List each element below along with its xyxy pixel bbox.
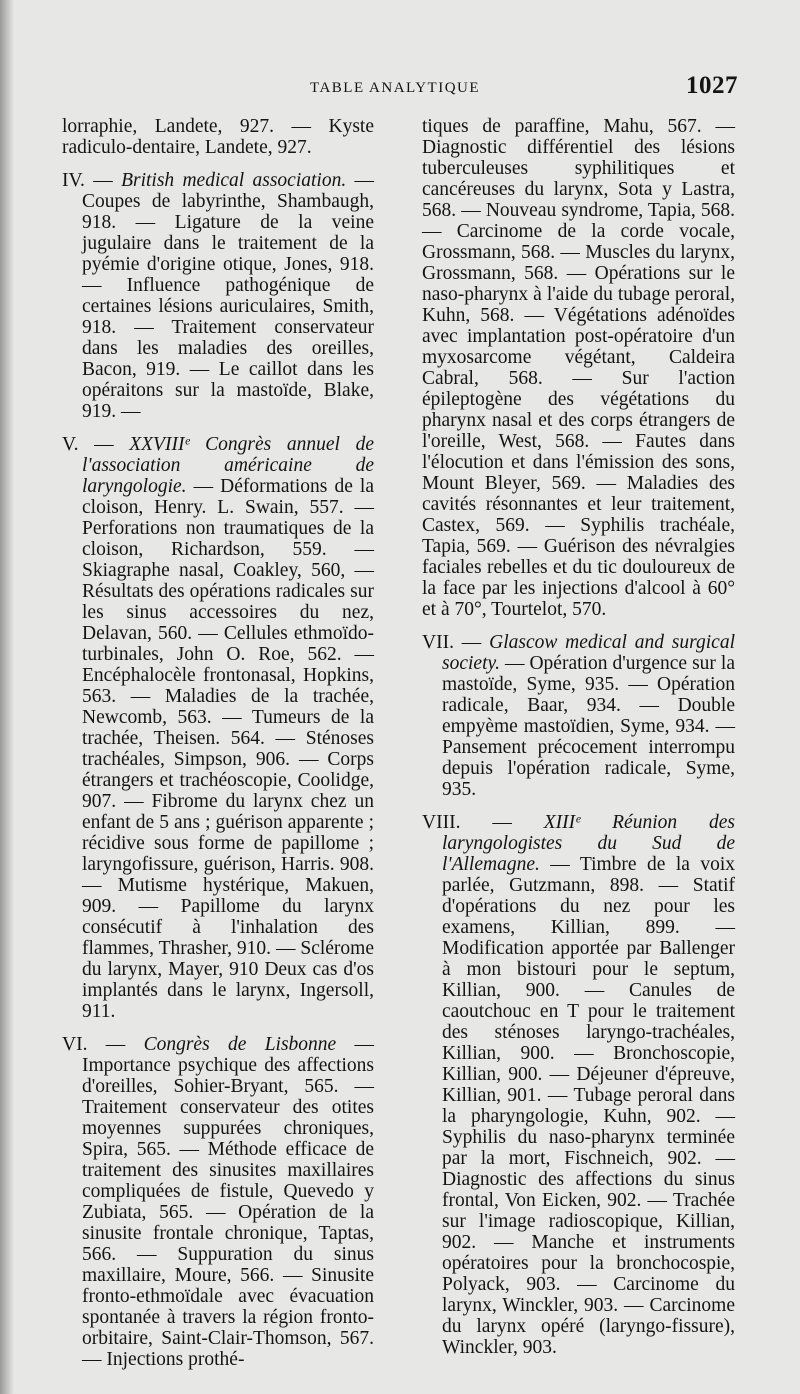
left-column bbox=[62, 116, 374, 1382]
entry-number: VI. — bbox=[62, 1034, 126, 1055]
page-gutter-shadow bbox=[0, 0, 14, 1394]
running-head: TABLE ANALYTIQUE bbox=[310, 80, 481, 96]
entry-iv bbox=[62, 170, 374, 422]
entry-text: tiques de paraffine, Mahu, 567. — Diagnostic différentiel des lésions tuberculeuses syphilitiques et cancéreuses du larynx, Sota y Lastra, 568. — Nouveau syndrome, Tapia, 568. — Carcinome de la corde vocale, Grossmann, 568. — Muscles du larynx, Grossmann, 568. — Opérations sur le naso-pharynx à l'aide du tubage peroral, Kuhn, 568. — Végétations adénoïdes avec implantation post-opératoire d'un myxosarcome végétant, Caldeira Cabral, 568. — Sur l'action épileptogène des végétations du pharynx nasal et des corps étrangers de l'oreille, West, 568. — Fautes dans l'élocution et dans l'émission des sons, Mount Bleyer, 569. — Maladies des cavités résonnantes et leur traitement, Castex, 569. — Syphilis trachéale, Tapia, 569. — Guérison des névralgies faciales rebelles et du tic douloureux de la face par les injections d'alcool à 60° et à 70°, Tourtelot, 570. bbox=[422, 116, 735, 620]
entry-vi bbox=[62, 1034, 374, 1370]
entry-title: Glascow medical and surgical society. bbox=[442, 632, 736, 674]
entry-number: VII. — bbox=[422, 632, 482, 653]
entry-continued bbox=[62, 116, 374, 158]
entry-number: IV. — bbox=[62, 170, 113, 191]
entry-title: XIIIᵉ Réunion des laryngologistes du Sud de l'Allemagne. bbox=[442, 812, 735, 875]
page-header bbox=[60, 72, 738, 106]
entry-text: — Importance psychique des affections d'oreilles, Sohier-Bryant, 565. — Traitement conservateur des otites moyennes suppurées chroniques, Spira, 565. — Méthode efficace de traitement des sinusites maxillaires compliquées de fistule, Quevedo y Zubiata, 565. — Opération de la sinusite frontale chronique, Taptas, 566. — Suppuration du sinus maxillaire, Moure, 566. — Sinusite fronto-ethmoïdale avec évacuation spontanée à travers la région fronto-orbitaire, Saint-Clair-Thomson, 567. — Injections prothé- bbox=[82, 1034, 375, 1370]
entry-title: British medical association. bbox=[121, 170, 347, 191]
entry-number: V. — bbox=[62, 434, 114, 455]
entry-continued bbox=[422, 116, 735, 620]
entry-text: — Timbre de la voix parlée, Gutzmann, 898. — Statif d'opérations du nez pour les examens, Killian, 899. — Modification apportée par Ballenger à mon bistouri pour le septum, Killian, 900. — Canules de caoutchouc en T pour le traitement des sténoses laryngo-trachéales, Killian, 900. — Bronchoscopie, Killian, 900. — Déjeuner d'épreuve, Killian, 901. — Tubage peroral dans la pharyngologie, Kuhn, 902. — Syphilis du naso-pharynx terminée par la mort, Fischneich, 902. — Diagnostic des affections du sinus frontal, Von Eicken, 902. — Trachée sur l'image radioscopique, Killian, 902. — Manche et instruments opératoires pour la bronchocospie, Polyack, 903. — Carcinome du larynx, Winckler, 903. — Carcinome du larynx opéré (laryngo-fissure), Winckler, 903. bbox=[442, 854, 736, 1358]
entry-viii bbox=[422, 812, 735, 1358]
entry-text: — Déformations de la cloison, Henry. L. Swain, 557. — Perforations non traumatiques de la cloison, Richardson, 559. — Skiagraphe nasal, Coakley, 560, — Résultats des opérations radicales sur les sinus accessoires du nez, Delavan, 560. — Cellules ethmoïdo-turbinales, John O. Roe, 562. — Encéphalocèle frontonasal, Hopkins, 563. — Maladies de la trachée, Newcomb, 563. — Tumeurs de la trachée, Theisen. 564. — Sténoses trachéales, Simpson, 906. — Corps étrangers et trachéoscopie, Coolidge, 907. — Fibrome du larynx chez un enfant de 5 ans ; guérison apparente ; récidive sous forme de papillome ; laryngofissure, guérison, Harris. 908. — Mutisme hystérique, Makuen, 909. — Papillome du larynx consécutif à l'inhalation des flammes, Thrasher, 910. — Sclérome du larynx, Mayer, 910 Deux cas d'os implantés dans le larynx, Ingersoll, 911. bbox=[82, 476, 375, 1022]
entry-title: Congrès de Lisbonne bbox=[143, 1034, 337, 1055]
entry-text: — Coupes de labyrinthe, Shambaugh, 918. — Ligature de la veine jugulaire dans le traitement de la pyémie d'origine otique, Jones, 918. — Influence pathogénique de certaines lésions auriculaires, Smith, 918. — Traitement conservateur dans les maladies des oreilles, Bacon, 919. — Le caillot dans les opéraitons sur la mastoïde, Blake, 919. — bbox=[82, 170, 375, 422]
entry-number: VIII. — bbox=[422, 812, 512, 833]
entry-v bbox=[62, 434, 374, 1022]
entry-text: — Opération d'urgence sur la mastoïde, Syme, 935. — Opération radicale, Baar, 934. — Double empyème mastoïdien, Syme, 934. — Pansement précocement interrompu depuis l'opération radicale, Syme, 935. bbox=[442, 653, 736, 800]
right-column bbox=[422, 116, 735, 1370]
entry-text: lorraphie, Landete, 927. — Kyste radiculo-dentaire, Landete, 927. bbox=[62, 116, 374, 158]
page-number: 1027 bbox=[686, 72, 738, 99]
entry-vii bbox=[422, 632, 735, 800]
entry-title: XXVIIIᵉ Congrès annuel de l'association américaine de laryngologie. bbox=[82, 434, 374, 497]
